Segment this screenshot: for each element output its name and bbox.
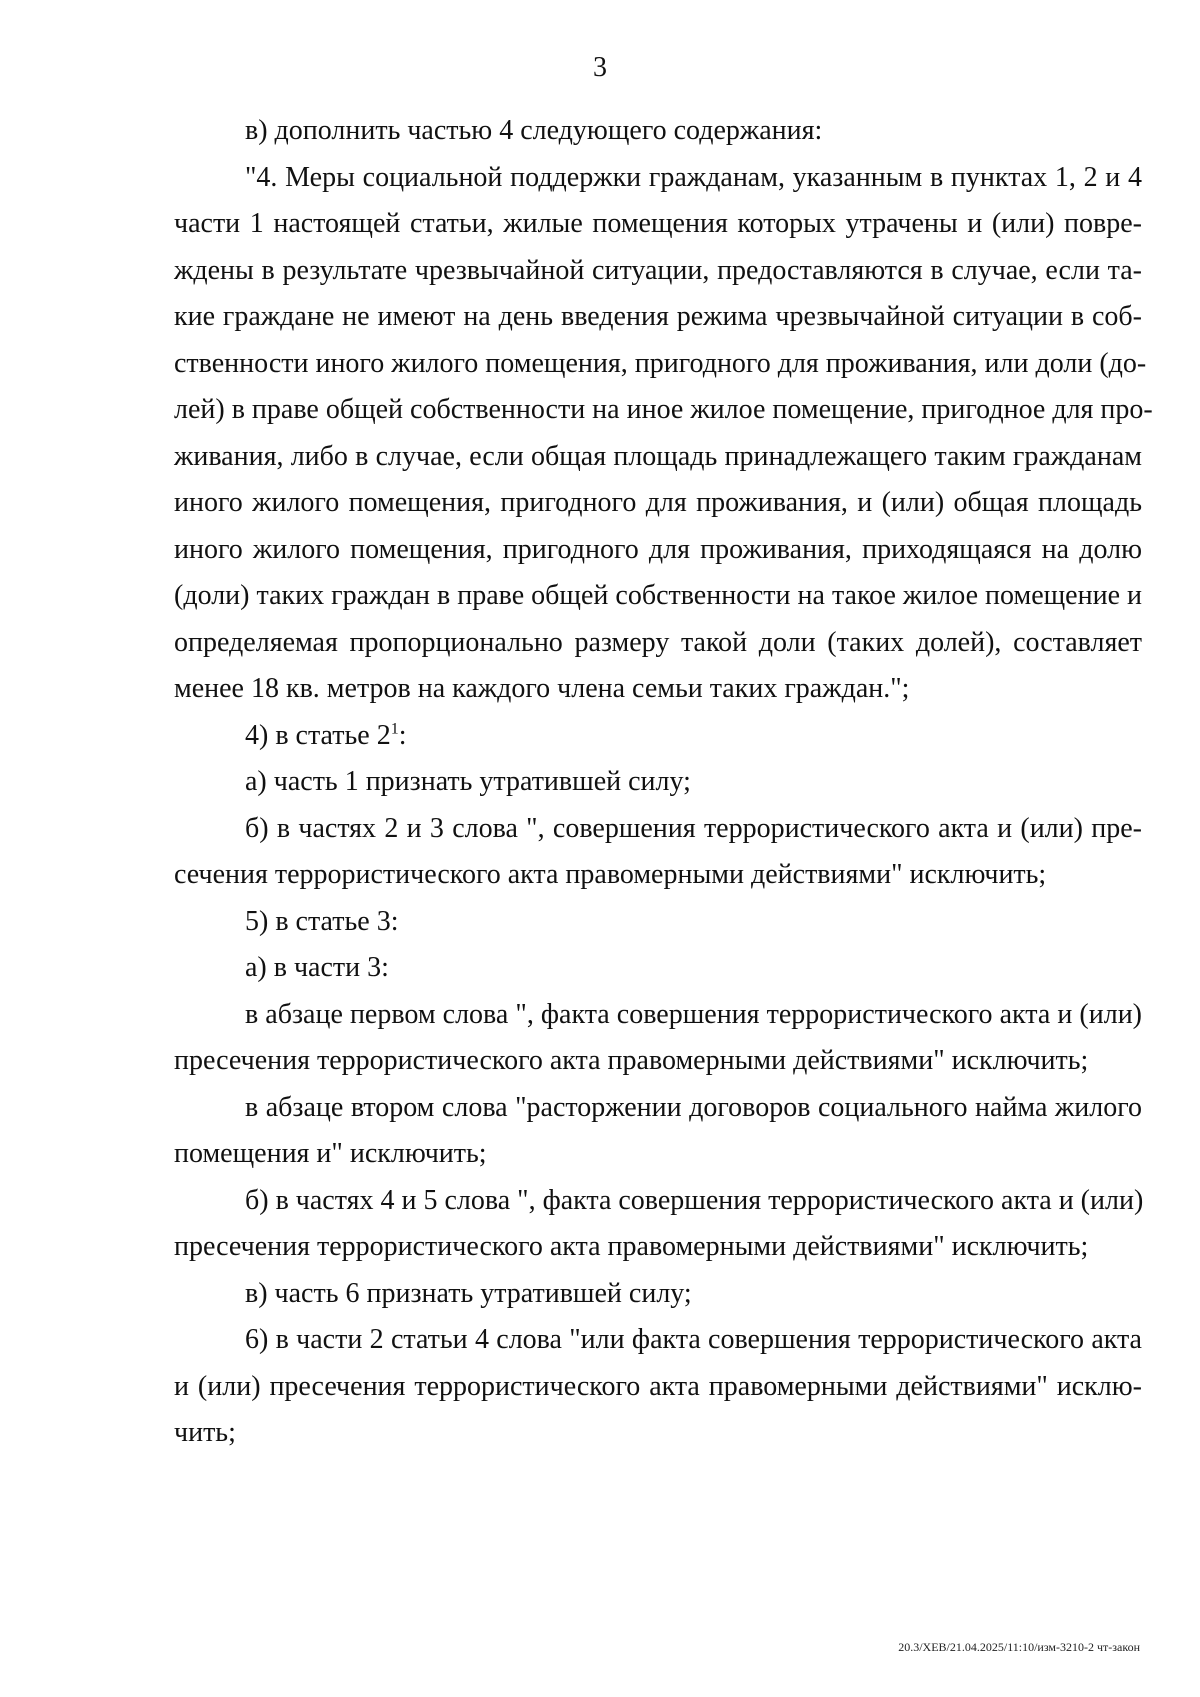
text-line-content: живания, либо в случае, если общая площадь принадлежащего таким гражданам [174,440,1142,472]
text-line [174,945,1142,992]
text-line-content: иного жилого помещения, пригодного для проживания, и (или) общая площадь [174,487,1142,518]
text-line-content: в абзаце втором слова "расторжении договоров социального найма жилого [245,1091,1142,1123]
text-line [174,248,1142,295]
text-line-content: ждены в результате чрезвычайной ситуации, предоставляются в случае, если та- [174,254,1142,286]
text-line-content: б) в частях 2 и 3 слова ", совершения террористического акта и (или) пре- [245,812,1142,844]
text-line-content: в) часть 6 признать утратившей силу; [245,1277,692,1309]
text-line [174,294,1142,341]
text-line [174,899,1142,946]
text-line [174,666,1142,713]
text-line [174,527,1142,574]
text-line-content: 4) в статье 2 [245,719,391,751]
text-line [174,1178,1142,1225]
text-line [174,480,1142,527]
text-line-content: б) в частях 4 и 5 слова ", факта совершения террористического акта и (или) [245,1184,1144,1216]
text-line-content: 6) в части 2 статьи 4 слова "или факта совершения террористического акта [245,1324,1142,1355]
text-line-content: а) часть 1 признать утратившей силу; [245,766,691,797]
text-line-content: в) дополнить частью 4 следующего содержания: [245,115,823,146]
text-line-content: чить; [174,1417,236,1448]
text-line [174,992,1142,1039]
text-line-content: пресечения террористического акта правомерными действиями" исключить; [174,1231,1089,1262]
text-line-tail: : [398,719,407,751]
document-footer-code: 20.3/ХЕВ/21.04.2025/11:10/изм-3210-2 чт-закон [898,1640,1140,1654]
text-line [174,573,1142,620]
text-line-content: лей) в праве общей собственности на иное жилое помещение, пригодное для про- [174,394,1153,425]
text-line [174,1317,1142,1364]
text-line [174,108,1142,155]
text-line [174,1364,1142,1411]
text-line-content: ственности иного жилого помещения, пригодного для проживания, или доли (до- [174,347,1147,379]
text-line [174,713,1142,760]
text-line [174,1271,1142,1318]
text-line-content: в абзаце первом слова ", факта совершения террористического акта и (или) [245,998,1142,1030]
text-line-content: части 1 настоящей статьи, жилые помещения которых утрачены и (или) повре- [174,208,1142,239]
text-line [174,1038,1142,1085]
text-line [174,1131,1142,1178]
text-line [174,341,1147,388]
text-line-content: определяемая пропорционально размеру такой доли (таких долей), составляет [174,626,1142,658]
text-line-content: кие граждане не имеют на день введения режима чрезвычайной ситуации в соб- [174,301,1142,332]
text-line-content: и (или) пресечения террористического акта правомерными действиями" исклю- [174,1370,1142,1402]
text-line [174,1224,1142,1271]
text-line-content: "4. Меры социальной поддержки гражданам, указанным в пунктах 1, 2 и 4 [245,161,1142,193]
text-line-content: пресечения террористического акта правомерными действиями" исключить; [174,1045,1089,1076]
document-body [174,108,1153,1457]
text-line [174,1085,1142,1132]
text-line-content: помещения и" исключить; [174,1138,487,1169]
text-line-content: сечения террористического акта правомерными действиями" исключить; [174,859,1047,890]
text-line [174,806,1142,853]
page-number: 3 [593,52,607,83]
text-line [174,387,1153,434]
text-line [174,759,1142,806]
text-line-content: (доли) таких граждан в праве общей собственности на такое жилое помещение и [174,580,1142,611]
text-line-content: менее 18 кв. метров на каждого члена семьи таких граждан."; [174,673,910,704]
text-line-content: а) в части 3: [245,952,389,983]
superscript: 1 [390,720,399,738]
text-line [174,155,1142,202]
text-line-content: 5) в статье 3: [245,905,399,937]
text-line [174,434,1142,481]
text-line [174,1410,1142,1457]
text-line [174,852,1142,899]
text-line [174,201,1142,248]
text-line [174,620,1142,667]
text-line-content: иного жилого помещения, пригодного для проживания, приходящаяся на долю [174,533,1142,565]
